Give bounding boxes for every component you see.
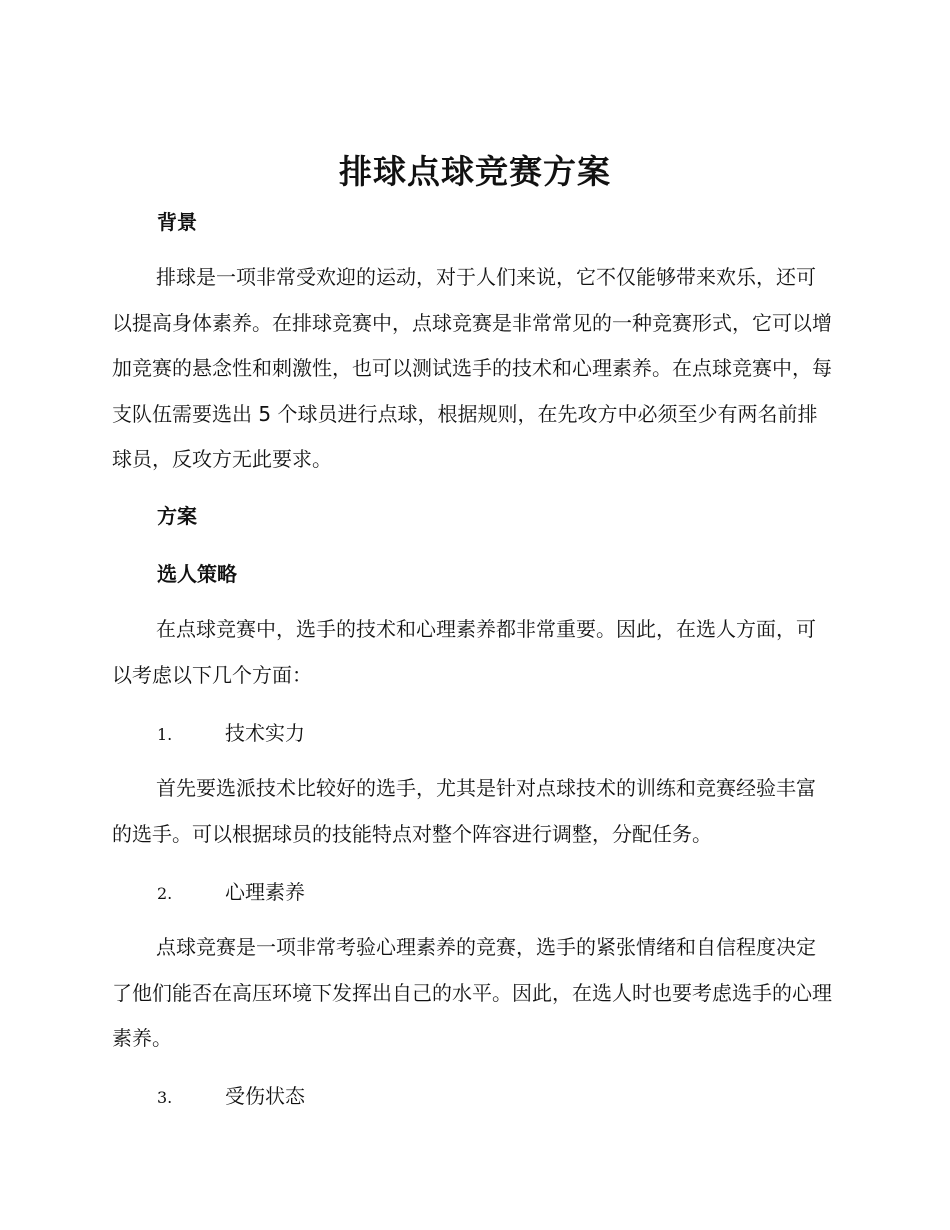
list-label: 技术实力 — [225, 721, 305, 745]
document-title: 排球点球竞赛方案 — [339, 152, 611, 191]
list-item-2 — [157, 878, 305, 908]
list-number: 3. — [157, 1088, 173, 1107]
list-item-3 — [157, 1082, 305, 1112]
paragraph-item-2: 点球竞赛是一项非常考验心理素养的竞赛，选手的紧张情绪和自信程度决定了他们能否在高压环境下发挥出自己的水平。因此，在选人时也要考虑选手的心理素养。 — [112, 935, 832, 1050]
section-heading-plan: 方案 — [157, 504, 197, 528]
section-heading-selection: 选人策略 — [157, 562, 237, 586]
paragraph-background: 排球是一项非常受欢迎的运动，对于人们来说，它不仅能够带来欢乐，还可以提高身体素养。在排球竞赛中，点球竞赛是非常常见的一种竞赛形式，它可以增加竞赛的悬念性和刺激性，也可以测试选手的技术和心理素养。在点球竞赛中，每支队伍需要选出 5 个球员进行点球，根据规则，在先攻方中必须至少有两名前排球员，反攻方无此要求。 — [112, 265, 832, 471]
paragraph-selection-intro: 在点球竞赛中，选手的技术和心理素养都非常重要。因此，在选人方面，可以考虑以下几个方面： — [112, 617, 816, 687]
list-number: 2. — [157, 884, 173, 903]
list-label: 心理素养 — [225, 880, 305, 904]
list-item-1 — [157, 719, 305, 749]
list-number: 1. — [157, 725, 173, 744]
list-label: 受伤状态 — [225, 1084, 305, 1108]
paragraph-item-1: 首先要选派技术比较好的选手，尤其是针对点球技术的训练和竞赛经验丰富的选手。可以根据球员的技能特点对整个阵容进行调整，分配任务。 — [112, 776, 816, 846]
section-heading-background: 背景 — [157, 210, 197, 234]
